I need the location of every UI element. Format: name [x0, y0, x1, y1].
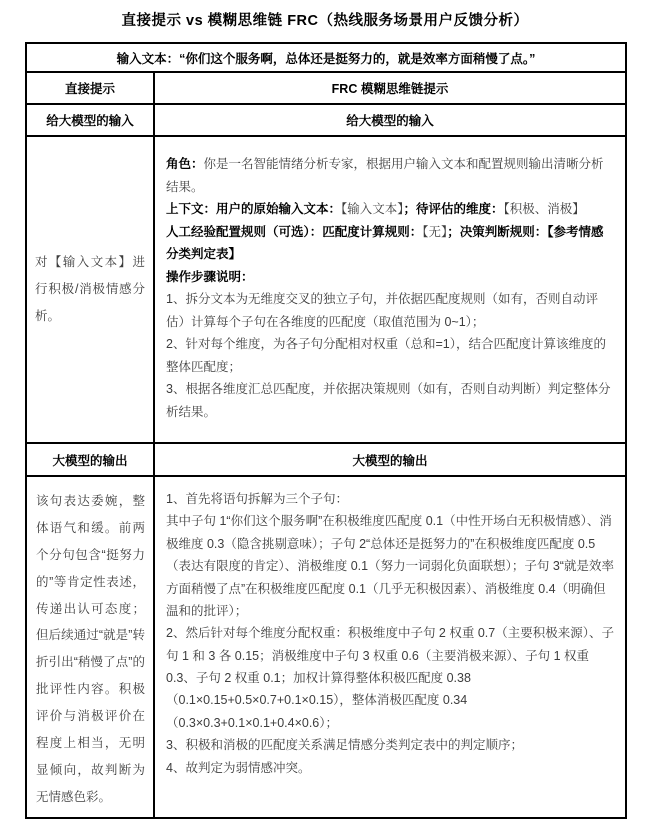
- frc-prompt-role-line: [166, 153, 615, 198]
- frc-output-para-3: 2、然后针对每个维度分配权重：积极维度中子句 2 权重 0.7（主要积极来源）、子句 1 和 3 各 0.15；消极维度中子句 3 权重 0.6（主要消极来源）、子句 1 权重 0.3、子句 2 权重 0.1；加权计算得整体积极匹配度 0.38（0.1×0.15+0.5×0.7+0.1×0.15），整体消极匹配度 0.34（0.3×0.3+0.1×0.1+0.4×0.6）；: [166, 626, 614, 730]
- frc-prompt-step-3: 3、根据各维度汇总匹配度，并依据决策规则（如有，否则自动判断）判定整体分析结果。: [166, 382, 611, 419]
- frc-prompt-step-2: 2、针对每个维度，为各子句分配相对权重（总和=1），结合匹配度计算该维度的整体匹配度；: [166, 337, 606, 374]
- frc-output-para-2: 其中子句 1“你们这个服务啊”在积极维度匹配度 0.1（中性开场白无积极情感）、消极维度 0.3（隐含挑剔意味）；子句 2“总体还是挺努力的”在积极维度匹配度 0.5（表达有限度的肯定）、消极维度 0.1（努力一词弱化负面联想）；子句 3“就是效率方面稍慢了点”在积极维度匹配度 0.1（几乎无积极因素）、消极维度 0.4（明确但温和的批评）；: [166, 514, 614, 618]
- output-section-header-frc: 大模型的输出: [154, 443, 626, 476]
- role-text: 你是一名智能情绪分析专家，根据用户输入文本和配置规则输出清晰分析结果。: [166, 157, 604, 194]
- context-value-input: 【输入文本】: [341, 202, 404, 216]
- frc-prompt-steps-heading: 操作步骤说明：: [166, 269, 254, 284]
- frc-output-para-4: 3、积极和消极的匹配度关系满足情感分类判定表中的判定顺序；: [166, 738, 523, 753]
- frc-prompt-rules-line: [166, 221, 615, 266]
- context-value-dims: 【积极、消极】: [503, 202, 585, 216]
- direct-prompt-body: 对【输入文本】进行积极/消极情感分析。: [26, 136, 154, 443]
- frc-output-para-1: 1、首先将语句拆解为三个子句：: [166, 492, 348, 506]
- input-section-header-frc: 给大模型的输入: [154, 104, 626, 136]
- input-text-row: 输入文本：“你们这个服务啊，总体还是挺努力的，就是效率方面稍慢了点。”: [26, 43, 626, 72]
- column-header-frc: FRC 模糊思维链提示: [154, 72, 626, 104]
- context-label: 上下文：用户的原始输入文本：: [166, 202, 342, 216]
- frc-output-body: [154, 476, 626, 818]
- input-section-header-direct: 给大模型的输入: [26, 104, 154, 136]
- rules-label: 人工经验配置规则（可选）：匹配度计算规则：: [166, 224, 423, 239]
- context-label-dims: ；待评估的维度：: [403, 202, 504, 216]
- page-title: 直接提示 vs 模糊思维链 FRC（热线服务场景用户反馈分析）: [121, 13, 529, 29]
- comparison-table: [25, 42, 627, 819]
- rules-label-decision: ；决策判断规则：【参考情感分类判定表】: [166, 224, 604, 261]
- column-header-direct: 直接提示: [26, 72, 154, 104]
- output-section-header-direct: 大模型的输出: [26, 443, 154, 476]
- frc-prompt-context-line: [166, 198, 615, 221]
- frc-output-para-5: 4、故判定为弱情感冲突。: [166, 760, 311, 775]
- frc-prompt-step-1: 1、拆分文本为无维度交叉的独立子句，并依据匹配度规则（如有，否则自动评估）计算每个子句在各维度的匹配度（取值范围为 0~1）；: [166, 292, 598, 329]
- frc-prompt-body: [154, 136, 626, 443]
- rules-value-none: 【无】: [422, 224, 448, 239]
- direct-output-body: 该句表达委婉，整体语气和缓。前两个分句包含“挺努力的”等肯定性表述，传递出认可态度；但后续通过“就是”转折引出“稍慢了点”的批评性内容。积极评价与消极评价在程度上相当，无明显倾向，故判断为无情感色彩。: [26, 476, 154, 818]
- role-label: 角色：: [166, 157, 204, 171]
